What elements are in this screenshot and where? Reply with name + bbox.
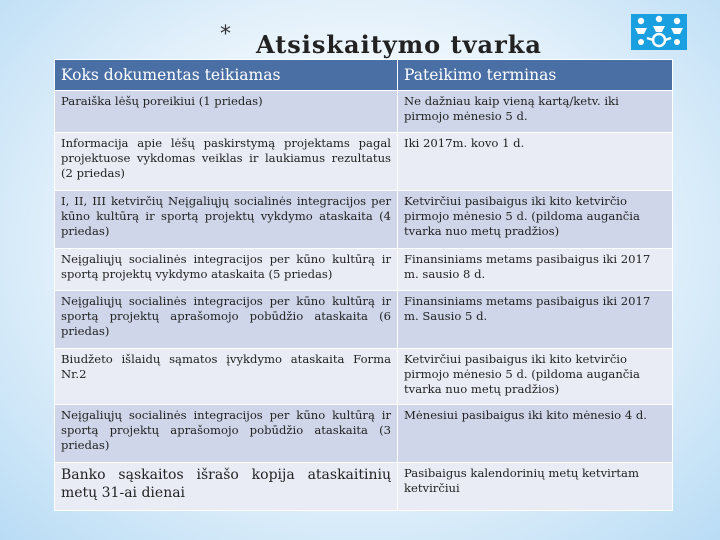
table-row [55,405,673,463]
table-header-row [55,60,673,91]
table-row [55,91,673,133]
deadline-cell: Ne dažniau kaip vieną kartą/ketv. iki pirmojo mėnesio 5 d. [398,91,673,133]
column-header-deadline: Pateikimo terminas [398,60,673,91]
table-row [55,463,673,511]
deadline-cell: Finansiniams metams pasibaigus iki 2017 m. sausio 8 d. [398,249,673,291]
deadline-cell: Pasibaigus kalendorinių metų ketvirtam ketvirčiui [398,463,673,511]
table-row [55,191,673,249]
people-network-icon [631,14,687,50]
deadline-cell: Ketvirčiui pasibaigus iki kito ketvirčio pirmojo mėnesio 5 d. (pildoma augančia tvarka nuo metų pradžios) [398,191,673,249]
deadline-cell: Mėnesiui pasibaigus iki kito mėnesio 4 d. [398,405,673,463]
document-cell: Neįgaliųjų socialinės integracijos per kūno kultūrą ir sportą projektų vykdymo ataskaita (5 priedas) [55,249,398,291]
document-cell: I, II, III ketvirčių Neįgaliųjų socialinės integracijos per kūno kultūrą ir sportą projektų vykdymo ataskaita (4 priedas) [55,191,398,249]
title-asterisk: * [220,22,231,47]
deadline-cell: Finansiniams metams pasibaigus iki 2017 m. Sausio 5 d. [398,291,673,349]
column-header-document: Koks dokumentas teikiamas [55,60,398,91]
reporting-table [54,59,673,511]
deadline-cell: Ketvirčiui pasibaigus iki kito ketvirčio pirmojo mėnesio 5 d. (pildoma augančia tvarka nuo metų pradžios) [398,349,673,405]
document-cell: Banko sąskaitos išrašo kopija ataskaitinių metų 31-ai dienai [55,463,398,511]
table-row [55,291,673,349]
document-cell: Informacija apie lėšų paskirstymą projektams pagal projektuose vykdomas veiklas ir laukiamus rezultatus (2 priedas) [55,133,398,191]
logo-graphic [631,14,687,50]
document-cell: Neįgaliųjų socialinės integracijos per kūno kultūrą ir sportą projektų aprašomojo pobūdžio ataskaita (3 priedas) [55,405,398,463]
deadline-cell: Iki 2017m. kovo 1 d. [398,133,673,191]
document-cell: Paraiška lėšų poreikiui (1 priedas) [55,91,398,133]
table-row [55,133,673,191]
table-row [55,249,673,291]
page-title: Atsiskaitymo tvarka [256,30,542,59]
document-cell: Biudžeto išlaidų sąmatos įvykdymo ataskaita Forma Nr.2 [55,349,398,405]
document-cell: Neįgaliųjų socialinės integracijos per kūno kultūrą ir sportą projektų aprašomojo pobūdžio ataskaita (6 priedas) [55,291,398,349]
table-row [55,349,673,405]
